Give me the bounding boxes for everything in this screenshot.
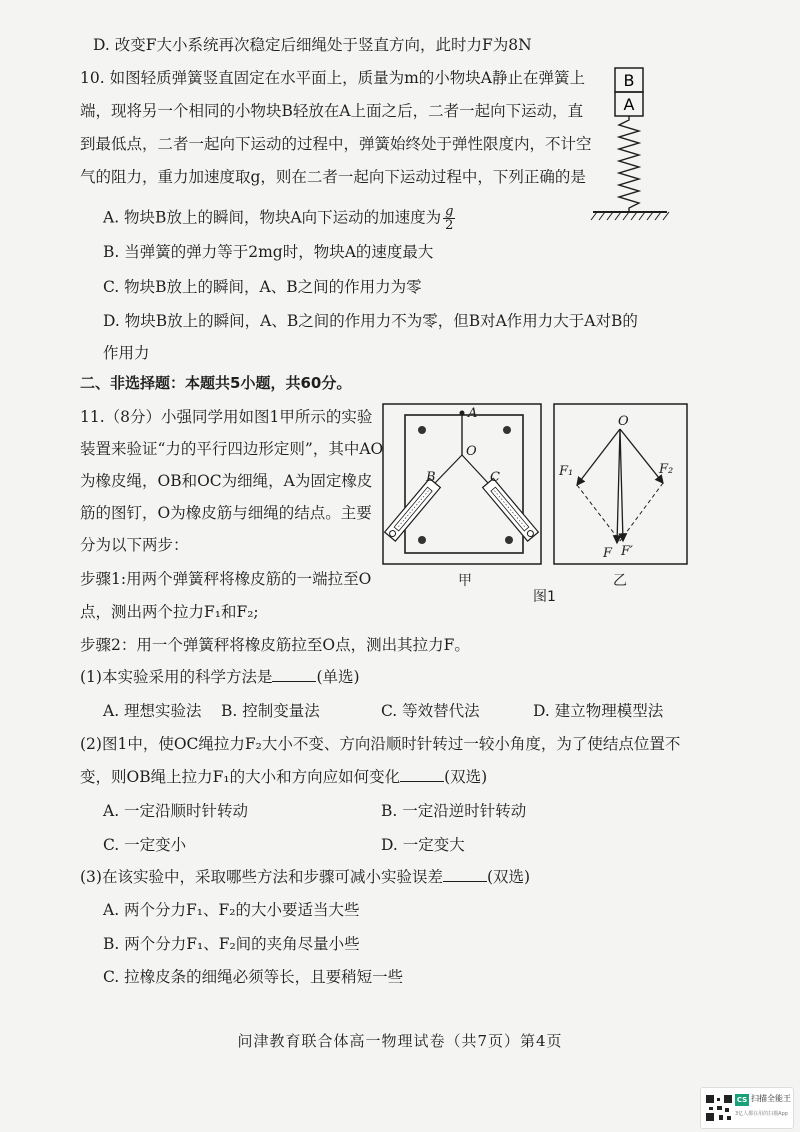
part3-text: (3)在该实验中，采取哪些方法和步骤可减小实验误差 <box>80 868 443 886</box>
thumbtack-icon <box>418 536 426 544</box>
figure1-yi-force-diagram <box>553 403 688 565</box>
q10-stem-line2: 端，现将另一个相同的小物块B轻放在A上面之后，二者一起向下运动，直 <box>80 102 584 120</box>
fraction-numerator: g <box>445 204 454 219</box>
badge-subtitle: 3亿人都在用的扫描App <box>735 1111 788 1117</box>
label-o: O <box>618 414 629 429</box>
string-ob <box>435 455 462 483</box>
caption-jia: 甲 <box>458 573 472 589</box>
label-f-prime: F′ <box>621 544 633 559</box>
label-f: F <box>603 546 613 561</box>
paper-sheet <box>405 415 523 553</box>
force-f-prime-arrow <box>620 429 623 541</box>
fraction-g-over-2 <box>443 205 455 232</box>
q10-stem-line1: 10. 如图轻质弹簧竖直固定在水平面上，质量为m的小物块A静止在弹簧上 <box>80 69 585 87</box>
label-f1: F₁ <box>559 464 574 479</box>
spring-scale-right <box>483 479 539 542</box>
part2-option-b: B. 一定沿逆时针转动 <box>381 802 527 820</box>
q10-option-a-text: A. 物块B放上的瞬间，物块A向下运动的加速度为 <box>103 208 442 227</box>
q10-option-c: C. 物块B放上的瞬间，A、B之间的作用力为零 <box>103 278 422 296</box>
part1-option-b: B. 控制变量法 <box>221 702 320 720</box>
caption-figure1: 图1 <box>533 589 556 605</box>
part2-option-a: A. 一定沿顺时针转动 <box>103 802 249 820</box>
fraction-denominator: 2 <box>445 218 454 233</box>
q11-stem-line1: 11.（8分）小强同学用如图1甲所示的实验 <box>80 408 373 426</box>
part2-option-c: C. 一定变小 <box>103 836 187 854</box>
part3-option-a: A. 两个分力F₁、F₂的大小要适当大些 <box>103 901 360 919</box>
part2-tail: (双选) <box>444 768 488 786</box>
caption-yi: 乙 <box>613 573 627 589</box>
answer-blank[interactable] <box>400 767 444 782</box>
thumbtack-icon <box>503 426 511 434</box>
block-a-label: A <box>623 95 635 114</box>
spring-scale-left <box>385 479 441 542</box>
part1-option-a: A. 理想实验法 <box>103 702 202 720</box>
part1-text: (1)本实验采用的科学方法是 <box>80 668 273 686</box>
scanner-watermark <box>700 1087 794 1129</box>
qr-code-icon <box>705 1094 733 1122</box>
q10-option-a <box>103 205 455 232</box>
q10-option-d-line2: 作用力 <box>103 344 150 362</box>
q11-stem-line4: 筋的图钉，O为橡皮筋与细绳的结点。主要 <box>80 504 372 522</box>
step2-line: 步骤2：用一个弹簧秤将橡皮筋拉至O点，测出其拉力F。 <box>80 636 470 654</box>
q11-stem-line2: 装置来验证“力的平行四边形定则”，其中AO <box>80 440 384 458</box>
answer-blank[interactable] <box>443 867 487 882</box>
part1-option-c: C. 等效替代法 <box>381 702 480 720</box>
spring-block-figure <box>585 66 675 232</box>
answer-blank[interactable] <box>272 667 316 682</box>
part2-line1: (2)图1中，使OC绳拉力F₂大小不变、方向沿顺时针转过一较小角度，为了使结点位置不 <box>80 735 681 753</box>
part3-option-b: B. 两个分力F₁、F₂间的夹角尽量小些 <box>103 935 360 953</box>
step1-line2: 点，测出两个拉力F₁和F₂; <box>80 603 259 621</box>
part3-option-c: C. 拉橡皮条的细绳必须等长，且要稍短一些 <box>103 968 404 986</box>
q11-stem-line3: 为橡皮绳，OB和OC为细绳，A为固定橡皮 <box>80 472 373 490</box>
thumbtack-icon <box>505 536 513 544</box>
page-footer: 问津教育联合体高一物理试卷（共7页）第4页 <box>237 1032 563 1050</box>
parallelogram-side <box>620 483 663 541</box>
part1-question <box>80 666 360 688</box>
block-b-label: B <box>623 71 635 90</box>
thumbtack-icon <box>418 426 426 434</box>
label-f2: F₂ <box>659 462 674 477</box>
force-f2-arrow <box>620 429 663 483</box>
q10-option-d-line1: D. 物块B放上的瞬间，A、B之间的作用力不为零，但B对A作用力大于A对B的 <box>103 312 638 330</box>
part2-line2 <box>80 766 487 788</box>
label-o: O <box>466 444 477 459</box>
q9-option-d: D. 改变F大小系统再次稳定后细绳处于竖直方向，此时力F为8N <box>93 36 532 54</box>
section-heading-non-choice: 二、非选择题：本题共5小题，共60分。 <box>80 374 352 392</box>
force-f1-arrow <box>577 429 620 485</box>
parallelogram-side <box>577 485 620 541</box>
label-b: B <box>426 470 436 485</box>
ground-hatch <box>591 212 669 220</box>
q11-stem-line5: 分为以下两步： <box>80 536 189 554</box>
part3-question <box>80 866 530 888</box>
part2-option-d: D. 一定变大 <box>381 836 465 854</box>
part1-option-d: D. 建立物理模型法 <box>533 702 664 720</box>
badge-title: 扫描全能王 <box>751 1094 791 1103</box>
force-f-arrow <box>617 429 620 543</box>
q10-stem-line4: 气的阻力，重力加速度取g，则在二者一起向下运动过程中，下列正确的是 <box>80 168 586 186</box>
step1-line1: 步骤1:用两个弹簧秤将橡皮筋的一端拉至O <box>80 570 372 588</box>
camscanner-logo: CS <box>736 1096 748 1104</box>
part3-tail: (双选) <box>486 868 531 886</box>
figure1-jia-apparatus <box>382 403 542 565</box>
q10-option-b: B. 当弹簧的弹力等于2mg时，物块A的速度最大 <box>103 243 434 261</box>
spring <box>619 116 639 212</box>
label-c: C <box>490 470 500 485</box>
label-a: A <box>468 406 478 421</box>
string-oc <box>462 455 488 483</box>
part2-text: 变，则OB绳上拉力F₁的大小和方向应如何变化 <box>80 768 401 786</box>
q10-stem-line3: 到最低点，二者一起向下运动的过程中，弹簧始终处于弹性限度内，不计空 <box>80 135 592 153</box>
part1-tail: (单选) <box>316 668 360 686</box>
